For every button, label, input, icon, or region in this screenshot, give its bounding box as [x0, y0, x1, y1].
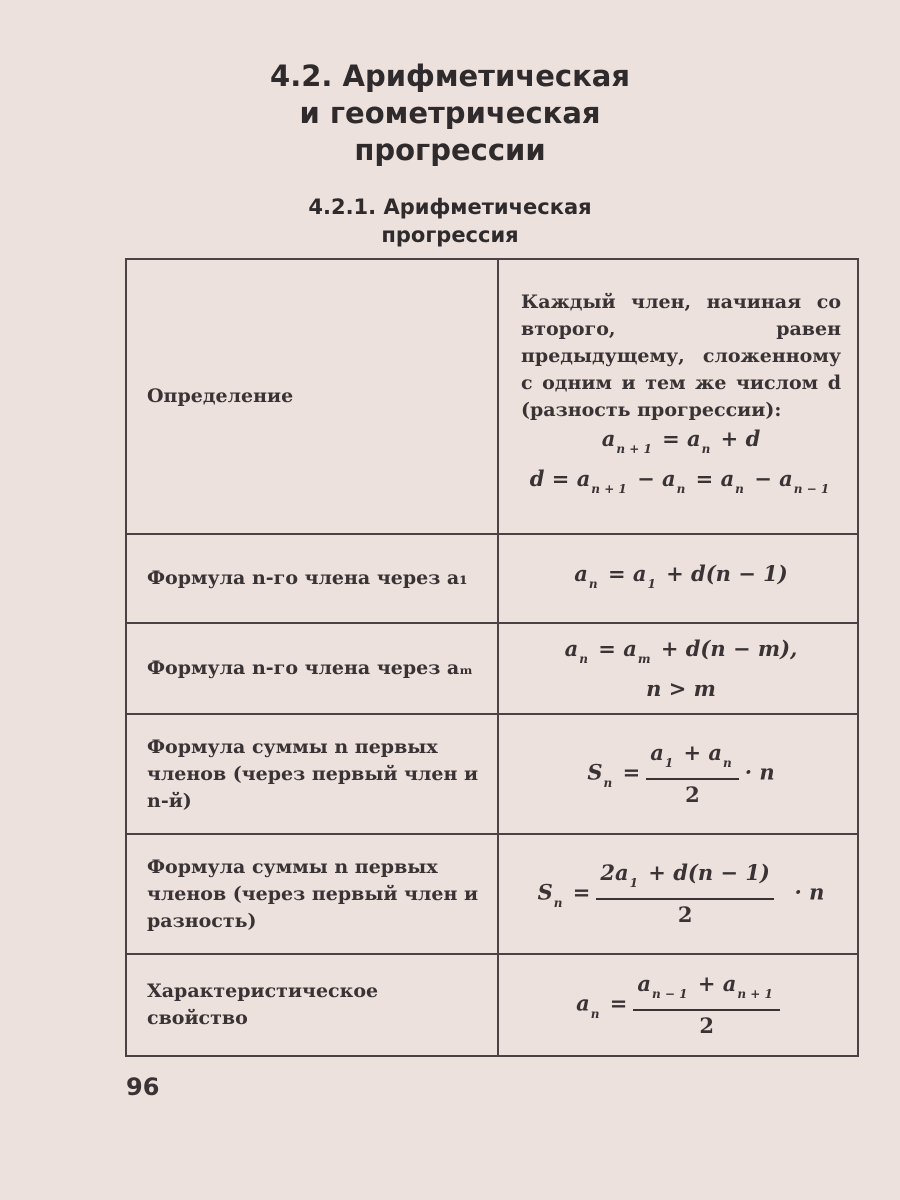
subscript: n: [588, 576, 598, 591]
subscript: 1: [664, 756, 674, 770]
subscript: n + 1: [591, 482, 627, 496]
formula-term: + d(n − m),: [653, 635, 798, 661]
formula: [521, 559, 841, 599]
denominator: 2: [699, 1013, 714, 1038]
formula-term: S: [587, 759, 603, 785]
formula: [521, 738, 841, 810]
row-label: Характеристическое свойство: [126, 954, 498, 1056]
row-label: Формула суммы n первых членов (через первый член и разность): [126, 834, 498, 954]
subscript: n: [590, 1006, 600, 1021]
subscript: n − 1: [793, 482, 830, 496]
row-content: [498, 259, 858, 534]
section-title-line: 4.2. Арифметическая: [270, 59, 630, 93]
formula-term: =: [688, 466, 721, 491]
formula-term: a: [637, 971, 652, 996]
subscript: n: [579, 651, 588, 666]
formula-term: · n: [779, 879, 825, 905]
subscript: n + 1: [616, 442, 652, 456]
subscript: n: [723, 756, 732, 770]
section-title-line: и геометрическая: [299, 96, 601, 130]
formula-term: · n: [744, 759, 775, 785]
formula: [521, 464, 841, 504]
table-row: [126, 259, 858, 534]
table-row: [126, 623, 858, 714]
formula-table: [125, 258, 859, 1057]
subscript: n: [735, 482, 744, 496]
formula-term: =: [615, 759, 641, 785]
subsection-title: [0, 193, 900, 249]
formula: [521, 674, 841, 704]
formula-term: =: [602, 990, 628, 1016]
formula-term: a: [722, 971, 737, 996]
formula-term: d =: [529, 466, 577, 491]
table-row: [126, 534, 858, 623]
formula-term: + d(n − 1): [658, 560, 788, 586]
subscript: n + 1: [737, 987, 773, 1001]
formula-term: =: [654, 426, 688, 451]
subsection-title-line: 4.2.1. Арифметическая: [308, 195, 592, 219]
formula-term: + d(n − 1): [641, 860, 770, 885]
row-label: Определение: [126, 259, 498, 534]
subscript: 1: [647, 576, 656, 591]
subscript: n: [676, 482, 686, 496]
formula-term: a: [720, 466, 735, 491]
subscript: n: [603, 775, 613, 790]
formula-term: =: [565, 879, 591, 905]
formula: [521, 969, 841, 1041]
formula-term: a: [623, 635, 637, 661]
formula-term: +: [690, 971, 723, 996]
denominator: 2: [677, 902, 693, 927]
formula-term: =: [591, 635, 624, 661]
fraction: [596, 858, 773, 930]
numerator: [633, 969, 779, 1011]
formula: [521, 858, 841, 930]
formula-term: a: [601, 426, 616, 451]
subscript: m: [637, 651, 651, 666]
formula-term: a: [779, 466, 793, 491]
formula-term: a: [650, 740, 664, 765]
formula: [521, 424, 841, 464]
row-label: Формула n-го члена через aₘ: [126, 623, 498, 714]
table-row: [126, 714, 858, 834]
formula-term: −: [746, 466, 780, 491]
section-title-line: прогрессии: [354, 133, 546, 167]
table-row: [126, 834, 858, 954]
formula: [521, 634, 841, 674]
row-label: Формула n-го члена через a₁: [126, 534, 498, 623]
fraction: [633, 969, 779, 1041]
subscript: n − 1: [652, 987, 688, 1001]
denominator: 2: [685, 782, 700, 807]
fraction: [646, 738, 739, 810]
formula-term: a: [576, 466, 591, 491]
formula-term: =: [600, 560, 633, 586]
formula-term: a: [662, 466, 676, 491]
formula-term: a: [708, 740, 722, 765]
subscript: 1: [629, 876, 638, 890]
row-label: Формула суммы n первых членов (через первый член и n-й): [126, 714, 498, 834]
formula-term: a: [687, 426, 701, 451]
subscript: n: [553, 895, 563, 910]
subsection-title-line: прогрессия: [381, 223, 519, 247]
numerator: [596, 858, 773, 900]
formula-term: a: [576, 990, 590, 1016]
formula-term: n > m: [646, 675, 716, 701]
formula-term: +: [676, 740, 709, 765]
definition-text: Каждый член, начиная со второго, равен предыдущему, сложенному с одним и тем же числом d (разность прогрессии):: [521, 291, 841, 421]
table-row: [126, 954, 858, 1056]
formula-term: S: [537, 879, 553, 905]
numerator: [646, 738, 739, 780]
formula-term: 2a: [600, 860, 629, 885]
page-number: 96: [126, 1073, 160, 1101]
subscript: n: [701, 442, 711, 456]
formula-term: a: [564, 635, 579, 661]
formula-term: + d: [713, 426, 761, 451]
formula-term: a: [632, 560, 647, 586]
formula-term: −: [629, 466, 662, 491]
section-title: [0, 58, 900, 169]
formula-term: a: [574, 560, 588, 586]
